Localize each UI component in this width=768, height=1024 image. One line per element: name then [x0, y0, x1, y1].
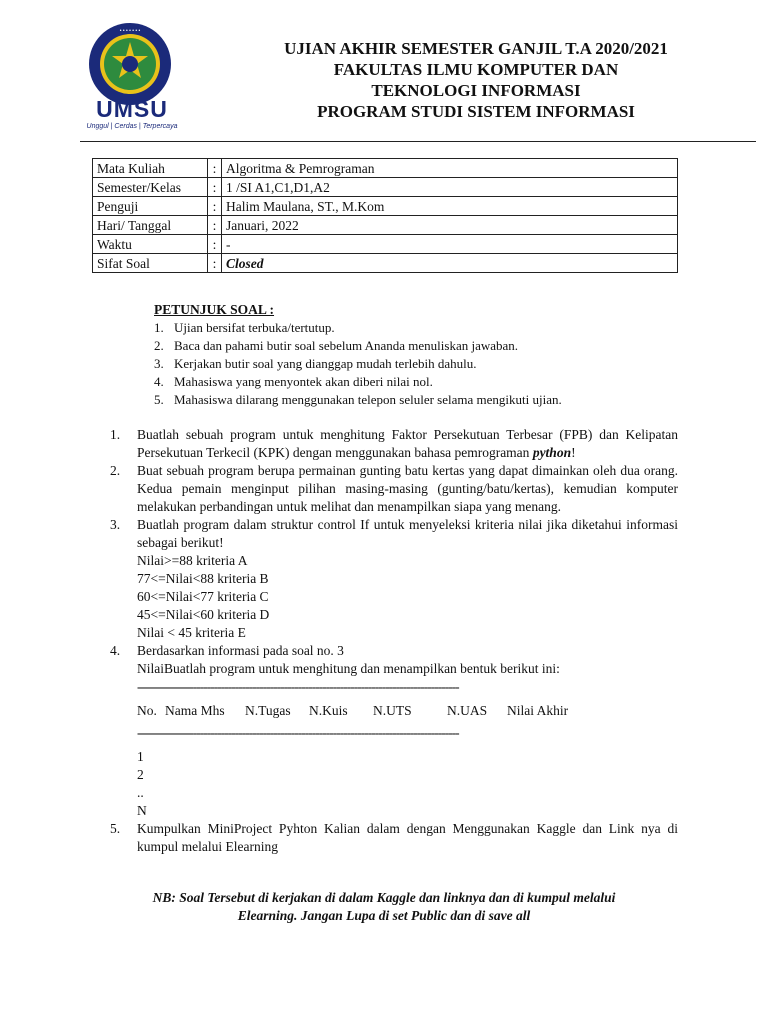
brand-text: UMSU	[96, 96, 168, 122]
document-title	[240, 38, 712, 122]
list-item: 3. Kerjakan butir soal yang dianggap mudah terlebih dahulu.	[154, 356, 477, 371]
info-colon: :	[208, 216, 222, 235]
criteria-line: 45<=Nilai<60 kriteria D	[137, 607, 270, 622]
instruction-text: Kerjakan butir soal yang dianggap mudah terlebih dahulu.	[174, 356, 477, 371]
column-header: No.	[137, 703, 157, 718]
info-value: Closed	[222, 254, 678, 273]
instruction-text: Mahasiswa yang menyontek akan diberi nilai nol.	[174, 374, 433, 389]
title-line: TEKNOLOGI INFORMASI	[371, 81, 581, 100]
info-colon: :	[208, 197, 222, 216]
table-row	[93, 235, 678, 254]
title-line: PROGRAM STUDI SISTEM INFORMASI	[317, 102, 635, 121]
question-number: 4.	[110, 643, 121, 658]
column-header: N.UTS	[373, 703, 412, 718]
info-label: Mata Kuliah	[93, 159, 208, 178]
output-header-row	[137, 702, 678, 720]
questions-list	[110, 426, 678, 856]
info-label: Waktu	[93, 235, 208, 254]
list-item: 2. Baca dan pahami butir soal sebelum Ananda menuliskan jawaban.	[154, 338, 519, 353]
info-label: Sifat Soal	[93, 254, 208, 273]
question-number: 3.	[110, 517, 121, 532]
dash-separator: --------------------------------------------------------------------------------------------	[137, 725, 459, 740]
info-value: Januari, 2022	[222, 216, 678, 235]
info-value: 1 /SI A1,C1,D1,A2	[222, 178, 678, 197]
instruction-text: Baca dan pahami butir soal sebelum Ananda menuliskan jawaban.	[174, 338, 519, 353]
exam-info-table	[92, 158, 678, 273]
criteria-line: 77<=Nilai<88 kriteria B	[137, 571, 269, 586]
instruction-text: Ujian bersifat terbuka/tertutup.	[174, 320, 335, 335]
header-divider	[80, 141, 756, 142]
note	[100, 889, 668, 925]
table-row	[93, 178, 678, 197]
question-body	[137, 642, 678, 820]
title-line: FAKULTAS ILMU KOMPUTER DAN	[333, 60, 619, 79]
table-row	[93, 197, 678, 216]
criteria-line: 60<=Nilai<77 kriteria C	[137, 589, 269, 604]
output-row: 1	[137, 749, 144, 764]
output-row: N	[137, 803, 147, 818]
list-item: 4. Mahasiswa yang menyontek akan diberi nilai nol.	[154, 374, 433, 389]
table-row	[93, 216, 678, 235]
table-row	[93, 159, 678, 178]
question-text: Buat sebuah program berupa permainan gunting batu kertas yang dapat dimainkan oleh dua orang. Kedua pemain menginput pilihan masing-masing (gunting/batu/kertas), kemudian komputer melakukan perbandingan untuk melihat dan menampilkan siapa yang menang.	[137, 463, 678, 514]
column-header: N.UAS	[447, 703, 488, 718]
note-line: Elearning. Jangan Lupa di set Public dan di save all	[237, 908, 531, 923]
info-label: Hari/ Tanggal	[93, 216, 208, 235]
question-tail: !	[571, 445, 576, 460]
info-colon: :	[208, 235, 222, 254]
question-text: Berdasarkan informasi pada soal no. 3	[137, 643, 344, 658]
info-value: -	[222, 235, 678, 254]
question-number: 5.	[110, 821, 121, 836]
question-5	[110, 820, 678, 856]
note-line: NB: Soal Tersebut di kerjakan di dalam Kaggle dan linknya dan di kumpul melalui	[152, 890, 616, 905]
university-logo-icon	[88, 22, 172, 106]
question-text: Buatlah program dalam struktur control If untuk menyeleksi kriteria nilai jika diketahui informasi sebagai berikut!	[137, 517, 678, 550]
criteria-line: Nilai < 45 kriteria E	[137, 625, 246, 640]
column-header: Nama Mhs	[165, 703, 225, 718]
column-header: N.Tugas	[245, 703, 291, 718]
info-label: Semester/Kelas	[93, 178, 208, 197]
question-4	[110, 642, 678, 820]
brand-tagline: Unggul | Cerdas | Terpercaya	[86, 123, 178, 130]
question-text: Kumpulkan MiniProject Pyhton Kalian dalam dengan Menggunakan Kaggle dan Link nya di kumpul melalui Elearning	[137, 821, 678, 854]
instructions-list	[154, 319, 562, 409]
language-name: python	[532, 445, 572, 460]
column-header: N.Kuis	[309, 703, 348, 718]
title-line: UJIAN AKHIR SEMESTER GANJIL T.A 2020/2021	[284, 39, 668, 58]
question-body	[137, 516, 678, 642]
question-number: 2.	[110, 463, 121, 478]
output-row: 2	[137, 767, 144, 782]
info-colon: :	[208, 159, 222, 178]
question-text	[137, 426, 678, 462]
info-colon: :	[208, 254, 222, 273]
info-value: Halim Maulana, ST., M.Kom	[222, 197, 678, 216]
info-label: Penguji	[93, 197, 208, 216]
info-colon: :	[208, 178, 222, 197]
question-text: NilaiBuatlah program untuk menghitung dan menampilkan bentuk berikut ini:	[137, 661, 560, 676]
question-body: Buatlah sebuah program untuk menghitung Faktor Persekutuan Terbesar (FPB) dan Kelipatan Persekutuan Terkecil (KPK) dengan menggunakan bahasa pemrograman	[137, 427, 678, 460]
list-item: 5. Mahasiswa dilarang menggunakan telepon seluler selama mengikuti ujian.	[154, 392, 562, 407]
output-row: ..	[137, 785, 144, 800]
svg-text:• • • • • • •: • • • • • • •	[119, 28, 141, 34]
info-value: Algoritma & Pemrograman	[222, 159, 678, 178]
question-2	[110, 462, 678, 516]
dash-separator: --------------------------------------------------------------------------------------------	[137, 679, 459, 694]
criteria-line: Nilai>=88 kriteria A	[137, 553, 248, 568]
column-header: Nilai Akhir	[507, 703, 569, 718]
question-1	[110, 426, 678, 462]
list-item: 1. Ujian bersifat terbuka/tertutup.	[154, 320, 335, 335]
table-row	[93, 254, 678, 273]
question-3	[110, 516, 678, 642]
instructions-title: PETUNJUK SOAL :	[154, 302, 275, 317]
question-number: 1.	[110, 427, 121, 442]
instruction-text: Mahasiswa dilarang menggunakan telepon seluler selama mengikuti ujian.	[174, 392, 562, 407]
